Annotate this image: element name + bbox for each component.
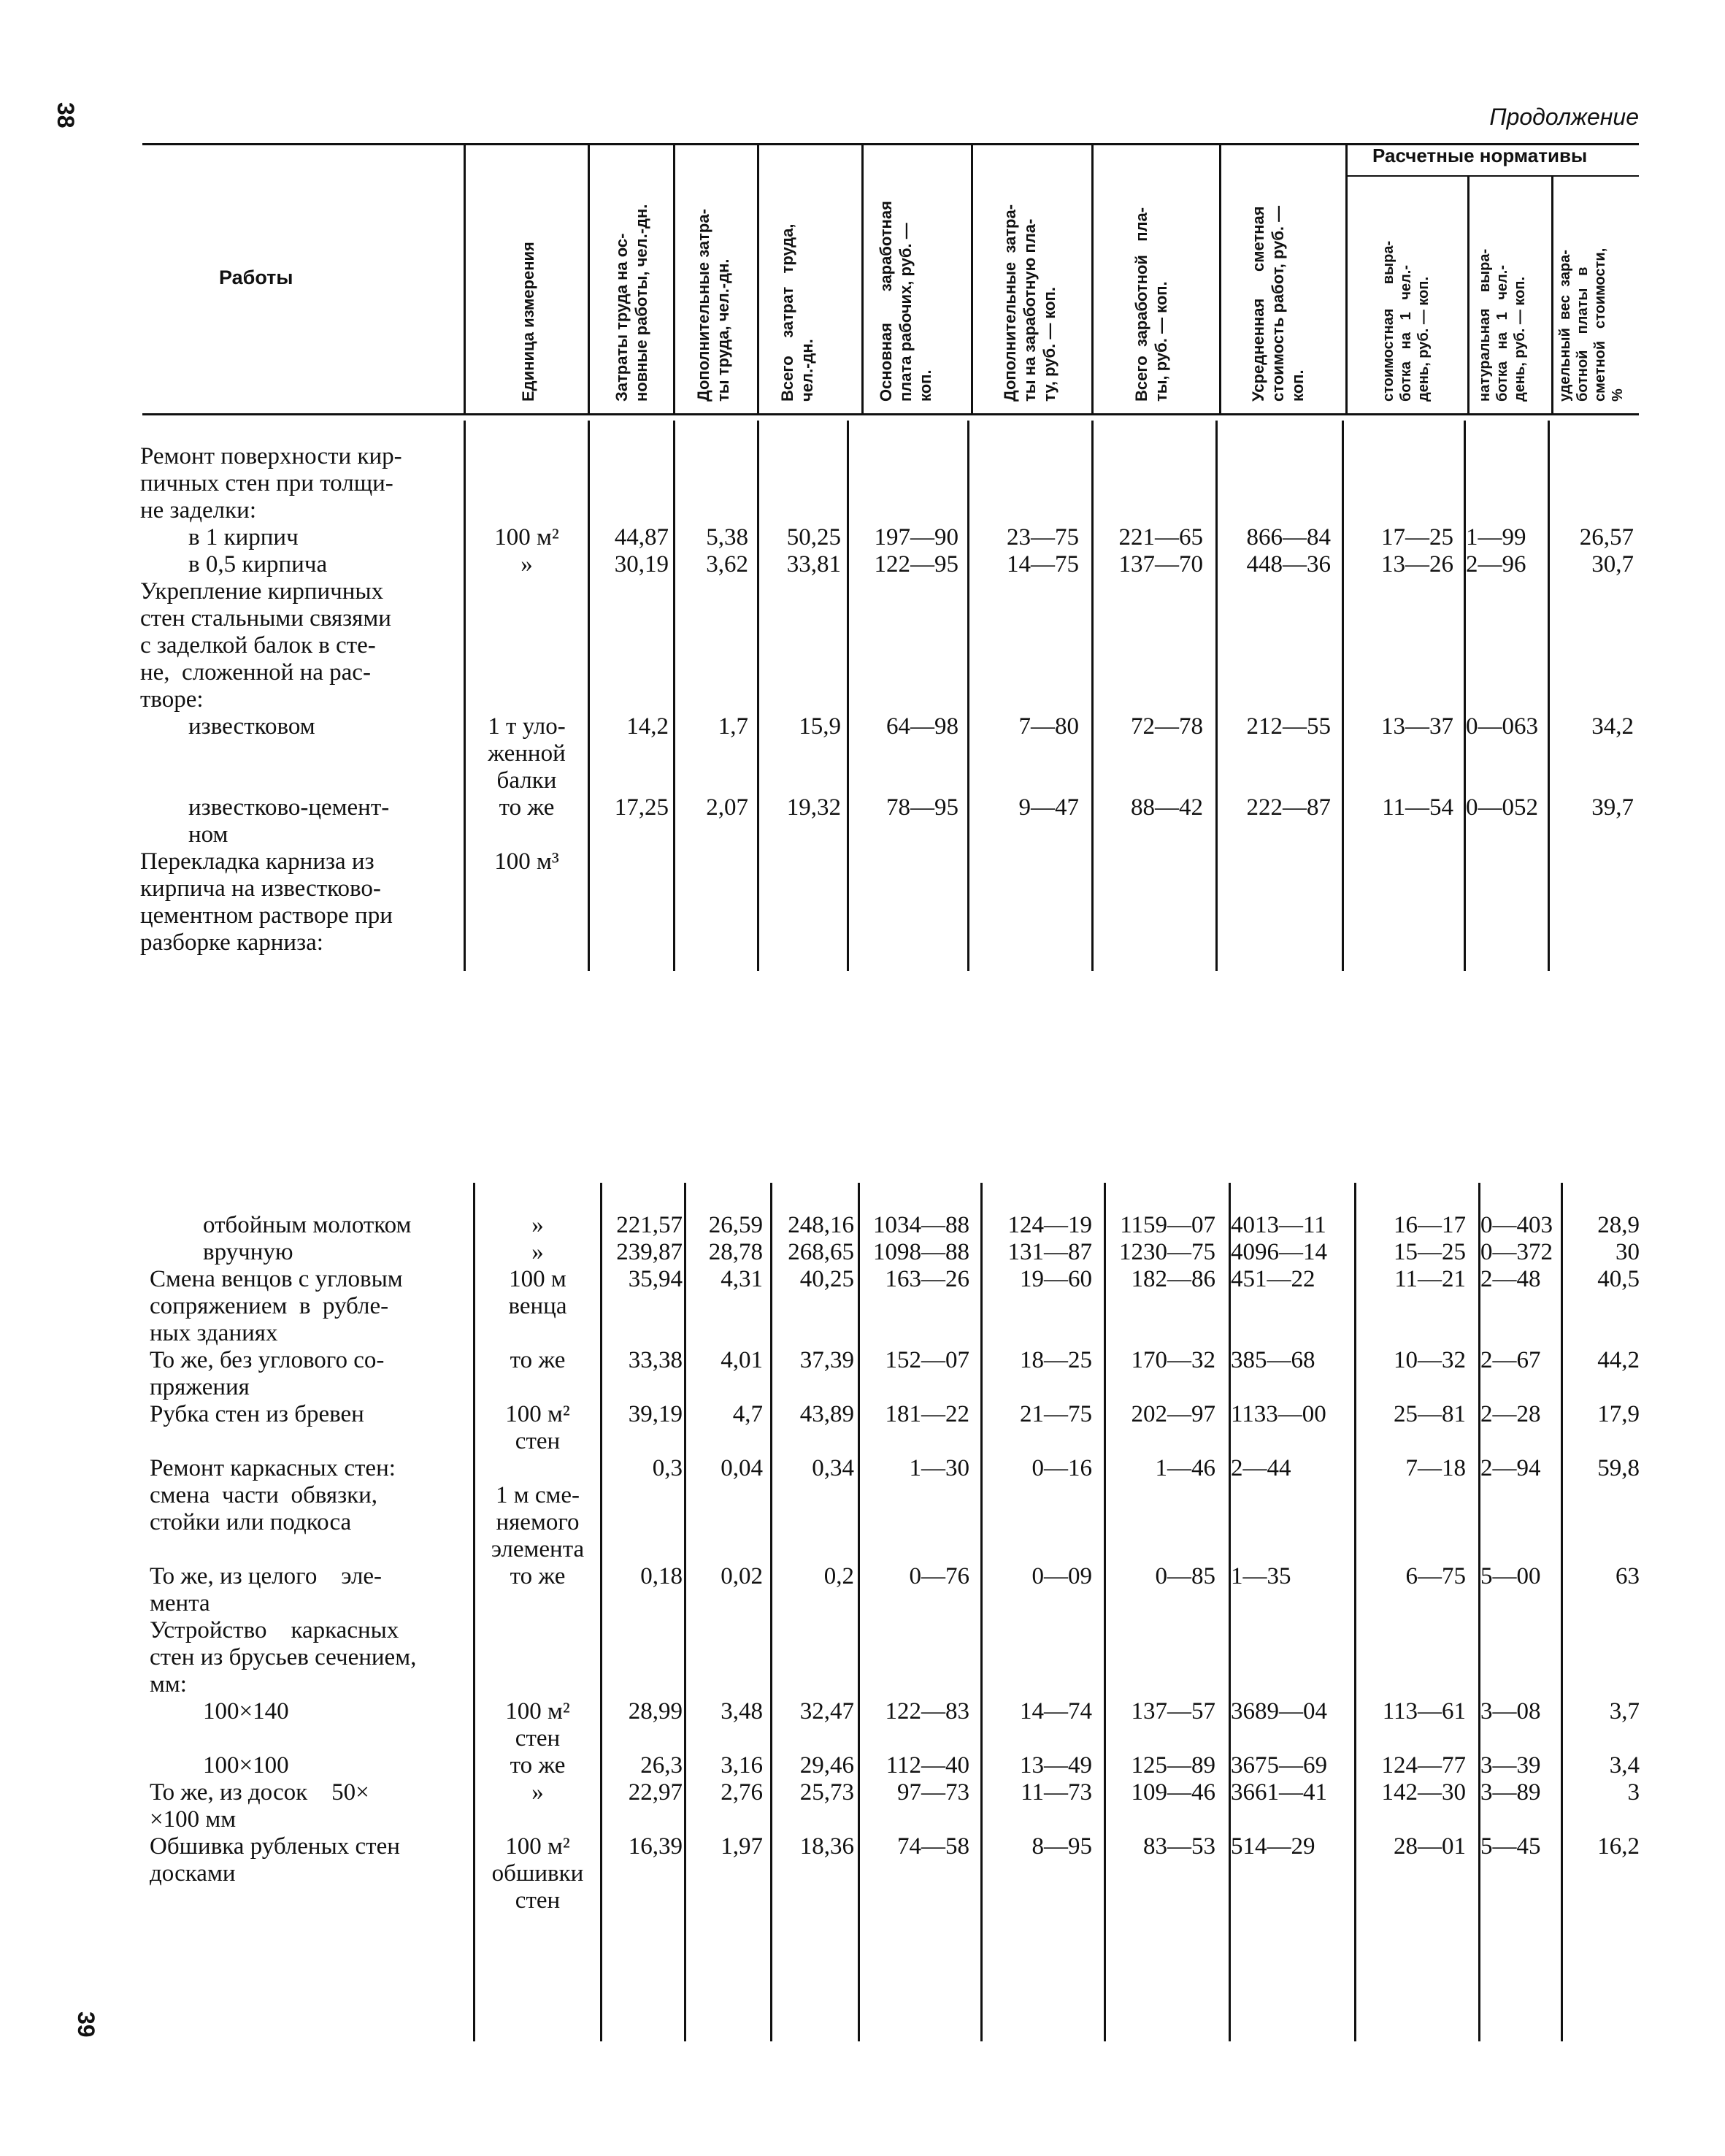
value-cell: 33,81 bbox=[786, 551, 841, 578]
value-cell: 50,25 bbox=[786, 524, 841, 550]
value-cell: 13—37 bbox=[1381, 713, 1453, 740]
value-cell: 15,9 bbox=[799, 713, 841, 740]
header-divider bbox=[1091, 143, 1094, 415]
value-cell: 26,57 bbox=[1579, 524, 1634, 550]
value-cell: 17,9 bbox=[1597, 1401, 1640, 1427]
unit-cell: 100 м² bbox=[494, 524, 559, 550]
value-cell: 137—57 bbox=[1131, 1698, 1215, 1725]
body-divider bbox=[858, 1183, 860, 2041]
unit-cell: 100 м² стен bbox=[505, 1698, 570, 1752]
value-cell: 30,7 bbox=[1591, 551, 1634, 578]
value-cell: 44,2 bbox=[1597, 1347, 1640, 1373]
value-cell: 16—17 bbox=[1394, 1212, 1466, 1238]
work-description: То же, без углового со- пряжения bbox=[150, 1347, 385, 1400]
unit-cell: то же bbox=[510, 1347, 566, 1373]
value-cell: 122—83 bbox=[885, 1698, 969, 1725]
value-cell: 163—26 bbox=[885, 1266, 969, 1292]
value-cell: 137—70 bbox=[1118, 551, 1203, 578]
value-cell: 39,7 bbox=[1591, 794, 1634, 821]
body-divider bbox=[1478, 1183, 1480, 2041]
value-cell: 448—36 bbox=[1246, 551, 1331, 578]
value-cell: 182—86 bbox=[1131, 1266, 1215, 1292]
header-works: Работы bbox=[219, 266, 293, 288]
value-cell: 1—99 bbox=[1466, 524, 1526, 550]
value-cell: 88—42 bbox=[1131, 794, 1203, 821]
header-divider bbox=[1467, 175, 1469, 415]
value-cell: 3689—04 bbox=[1231, 1698, 1327, 1725]
unit-cell: то же bbox=[499, 794, 555, 821]
value-cell: 15—25 bbox=[1394, 1239, 1466, 1265]
value-cell: 72—78 bbox=[1131, 713, 1203, 740]
value-cell: 152—07 bbox=[885, 1347, 969, 1373]
header-norm-share: удельный вес зара- ботной платы в сметной стоимости, % bbox=[1557, 248, 1626, 402]
body-divider bbox=[1104, 1183, 1106, 2041]
unit-cell: 1 т уло- женной балки bbox=[488, 713, 566, 794]
continuation-label: Продолжение bbox=[1489, 104, 1639, 130]
value-cell: 40,25 bbox=[799, 1266, 854, 1292]
value-cell: 37,39 bbox=[799, 1347, 854, 1373]
value-cell: 7—80 bbox=[1018, 713, 1079, 740]
work-description: Смена венцов с угловым сопряжением в рубле- ных зданиях bbox=[150, 1266, 403, 1346]
value-cell: 34,2 bbox=[1591, 713, 1634, 740]
unit-cell: то же bbox=[510, 1563, 566, 1589]
value-cell: 40,5 bbox=[1597, 1266, 1640, 1292]
value-cell: 131—87 bbox=[1007, 1239, 1092, 1265]
value-cell: 514—29 bbox=[1231, 1833, 1315, 1860]
header-wage-total: Всего заработной пла- ты, руб. — коп. bbox=[1132, 207, 1170, 402]
unit-cell: 100 м² стен bbox=[505, 1401, 570, 1454]
value-cell: 17—25 bbox=[1381, 524, 1453, 550]
work-description: То же, из целого эле- мента bbox=[150, 1563, 383, 1616]
value-cell: 3,62 bbox=[706, 551, 748, 578]
value-cell: 0,02 bbox=[721, 1563, 763, 1589]
work-description: Ремонт поверхности кир- пичных стен при толщи- не заделки: bbox=[140, 443, 402, 523]
value-cell: 125—89 bbox=[1131, 1752, 1215, 1779]
work-description: в 0,5 кирпича bbox=[188, 551, 328, 578]
value-cell: 4,01 bbox=[721, 1347, 763, 1373]
value-cell: 2—28 bbox=[1480, 1401, 1541, 1427]
header-divider bbox=[464, 143, 466, 415]
value-cell: 1,97 bbox=[721, 1833, 763, 1860]
value-cell: 0—16 bbox=[1031, 1455, 1092, 1481]
header-divider bbox=[1345, 143, 1348, 415]
value-cell: 0—76 bbox=[909, 1563, 969, 1589]
value-cell: 8—95 bbox=[1031, 1833, 1092, 1860]
body-divider bbox=[1464, 421, 1466, 971]
work-description: известково-цемент- ном bbox=[188, 794, 390, 848]
body-divider bbox=[1548, 421, 1550, 971]
header-labor-extra: Дополнительные затра- ты труда, чел.-дн. bbox=[694, 209, 732, 402]
value-cell: 17,25 bbox=[614, 794, 669, 821]
value-cell: 11—73 bbox=[1021, 1779, 1092, 1806]
value-cell: 1—35 bbox=[1231, 1563, 1291, 1589]
value-cell: 13—26 bbox=[1381, 551, 1453, 578]
body-divider bbox=[588, 421, 590, 971]
value-cell: 142—30 bbox=[1381, 1779, 1466, 1806]
value-cell: 26,59 bbox=[708, 1212, 763, 1238]
value-cell: 59,8 bbox=[1597, 1455, 1640, 1481]
value-cell: 35,94 bbox=[628, 1266, 683, 1292]
value-cell: 0—403 bbox=[1480, 1212, 1553, 1238]
value-cell: 21—75 bbox=[1020, 1401, 1092, 1427]
value-cell: 221—65 bbox=[1118, 524, 1203, 550]
value-cell: 124—77 bbox=[1381, 1752, 1466, 1779]
value-cell: 7—18 bbox=[1405, 1455, 1466, 1481]
value-cell: 113—61 bbox=[1382, 1698, 1466, 1725]
header-wage-main: Основная заработная плата рабочих, руб. — коп. bbox=[877, 201, 934, 402]
value-cell: 1098—88 bbox=[873, 1239, 969, 1265]
value-cell: 74—58 bbox=[897, 1833, 969, 1860]
value-cell: 97—73 bbox=[897, 1779, 969, 1806]
value-cell: 43,89 bbox=[799, 1401, 854, 1427]
value-cell: 197—90 bbox=[874, 524, 958, 550]
value-cell: 1230—75 bbox=[1119, 1239, 1215, 1265]
header-avg-cost: Усредненная сметная стоимость работ, руб. — коп. bbox=[1249, 205, 1307, 402]
value-cell: 3,7 bbox=[1609, 1698, 1640, 1725]
body-divider bbox=[1354, 1183, 1356, 2041]
value-cell: 122—95 bbox=[874, 551, 958, 578]
value-cell: 11—54 bbox=[1382, 794, 1453, 821]
work-description: То же, из досок 50× ×100 мм bbox=[150, 1779, 369, 1833]
work-description: Рубка стен из бревен bbox=[150, 1401, 364, 1427]
unit-cell: » bbox=[531, 1779, 544, 1806]
value-cell: 2—44 bbox=[1231, 1455, 1291, 1481]
unit-cell: 100 м² обшивки стен bbox=[491, 1833, 584, 1914]
value-cell: 18—25 bbox=[1020, 1347, 1092, 1373]
body-divider bbox=[770, 1183, 772, 2041]
work-description: Устройство каркасных стен из брусьев сечением, мм: bbox=[150, 1617, 417, 1697]
value-cell: 25—81 bbox=[1394, 1401, 1466, 1427]
value-cell: 39,19 bbox=[628, 1401, 683, 1427]
value-cell: 4,31 bbox=[721, 1266, 763, 1292]
body-divider bbox=[673, 421, 675, 971]
value-cell: 3—39 bbox=[1480, 1752, 1541, 1779]
value-cell: 1—46 bbox=[1155, 1455, 1215, 1481]
value-cell: 30,19 bbox=[614, 551, 669, 578]
work-description: отбойным молотком bbox=[203, 1212, 412, 1238]
body-divider bbox=[967, 421, 969, 971]
value-cell: 2—48 bbox=[1480, 1266, 1541, 1292]
value-cell: 14,2 bbox=[626, 713, 669, 740]
value-cell: 1034—88 bbox=[873, 1212, 969, 1238]
body-divider bbox=[600, 1183, 602, 2041]
value-cell: 22,97 bbox=[628, 1779, 683, 1806]
value-cell: 9—47 bbox=[1018, 794, 1079, 821]
work-description: известковом bbox=[188, 713, 315, 740]
value-cell: 0,34 bbox=[812, 1455, 854, 1481]
value-cell: 2—67 bbox=[1480, 1347, 1541, 1373]
header-divider bbox=[588, 143, 590, 415]
value-cell: 0—052 bbox=[1466, 794, 1538, 821]
unit-cell: 1 м сме- няемого элемента bbox=[491, 1482, 585, 1562]
value-cell: 3,4 bbox=[1609, 1752, 1640, 1779]
value-cell: 3—89 bbox=[1480, 1779, 1541, 1806]
value-cell: 29,46 bbox=[799, 1752, 854, 1779]
value-cell: 3—08 bbox=[1480, 1698, 1541, 1725]
value-cell: 221,57 bbox=[616, 1212, 683, 1238]
value-cell: 866—84 bbox=[1246, 524, 1331, 550]
value-cell: 222—87 bbox=[1246, 794, 1331, 821]
value-cell: 170—32 bbox=[1131, 1347, 1215, 1373]
value-cell: 28,9 bbox=[1597, 1212, 1640, 1238]
value-cell: 23—75 bbox=[1007, 524, 1079, 550]
value-cell: 28,78 bbox=[708, 1239, 763, 1265]
value-cell: 10—32 bbox=[1394, 1347, 1466, 1373]
unit-cell: » bbox=[531, 1239, 544, 1265]
value-cell: 112—40 bbox=[885, 1752, 969, 1779]
value-cell: 239,87 bbox=[616, 1239, 683, 1265]
body-divider bbox=[757, 421, 759, 971]
value-cell: 11—21 bbox=[1394, 1266, 1466, 1292]
work-description: 100×100 bbox=[203, 1752, 289, 1779]
value-cell: 0—372 bbox=[1480, 1239, 1553, 1265]
value-cell: 268,65 bbox=[788, 1239, 854, 1265]
unit-cell: 100 м³ bbox=[494, 848, 559, 875]
value-cell: 19—60 bbox=[1020, 1266, 1092, 1292]
value-cell: 5,38 bbox=[706, 524, 748, 550]
value-cell: 124—19 bbox=[1007, 1212, 1092, 1238]
value-cell: 3661—41 bbox=[1231, 1779, 1327, 1806]
work-description: Укрепление кирпичных стен стальными связями с заделкой балок в сте- не, сложенной на рас- творе: bbox=[140, 578, 391, 713]
work-description: Перекладка карниза из кирпича на известково- цементном растворе при разборке карниза: bbox=[140, 848, 393, 956]
body-divider bbox=[1215, 421, 1218, 971]
value-cell: 78—95 bbox=[886, 794, 958, 821]
unit-cell: » bbox=[520, 551, 533, 578]
header-divider bbox=[757, 143, 759, 415]
header-divider bbox=[971, 143, 973, 415]
header-norm-nat: натуральная выра- ботка на 1 чел.- день, руб. — коп. bbox=[1477, 248, 1528, 402]
value-cell: 83—53 bbox=[1143, 1833, 1215, 1860]
value-cell: 16,39 bbox=[628, 1833, 683, 1860]
header-labor-main: Затраты труда на ос- новные работы, чел.-дн. bbox=[612, 204, 650, 402]
value-cell: 30 bbox=[1615, 1239, 1640, 1265]
value-cell: 26,3 bbox=[640, 1752, 683, 1779]
value-cell: 63 bbox=[1615, 1563, 1640, 1589]
work-description: Обшивка рубленых стен досками bbox=[150, 1833, 400, 1887]
header-divider bbox=[861, 143, 864, 415]
work-description: Ремонт каркасных стен: смена части обвязки, стойки или подкоса bbox=[150, 1455, 396, 1535]
value-cell: 0,04 bbox=[721, 1455, 763, 1481]
body-divider bbox=[684, 1183, 686, 2041]
value-cell: 1—30 bbox=[909, 1455, 969, 1481]
body-divider bbox=[1229, 1183, 1231, 2041]
unit-cell: » bbox=[531, 1212, 544, 1238]
value-cell: 3 bbox=[1627, 1779, 1640, 1806]
body-divider bbox=[980, 1183, 983, 2041]
value-cell: 32,47 bbox=[799, 1698, 854, 1725]
body-divider bbox=[847, 421, 849, 971]
page-number-bottom: 39 bbox=[73, 2011, 99, 2038]
value-cell: 5—00 bbox=[1480, 1563, 1541, 1589]
header-bottom-rule bbox=[142, 413, 1639, 415]
value-cell: 28—01 bbox=[1394, 1833, 1466, 1860]
value-cell: 0,18 bbox=[640, 1563, 683, 1589]
work-description: вручную bbox=[203, 1239, 293, 1265]
value-cell: 4,7 bbox=[732, 1401, 763, 1427]
value-cell: 14—74 bbox=[1020, 1698, 1092, 1725]
value-cell: 16,2 bbox=[1597, 1833, 1640, 1860]
value-cell: 1,7 bbox=[718, 713, 748, 740]
value-cell: 0,2 bbox=[823, 1563, 854, 1589]
value-cell: 1159—07 bbox=[1120, 1212, 1215, 1238]
value-cell: 18,36 bbox=[799, 1833, 854, 1860]
value-cell: 13—49 bbox=[1020, 1752, 1092, 1779]
value-cell: 2,76 bbox=[721, 1779, 763, 1806]
header-unit: Единица измерения bbox=[519, 242, 537, 402]
value-cell: 0—09 bbox=[1031, 1563, 1092, 1589]
work-description: в 1 кирпич bbox=[188, 524, 299, 550]
header-norm-cost: стоимостная выра- ботка на 1 чел.- день, руб. — коп. bbox=[1380, 240, 1432, 402]
value-cell: 2—94 bbox=[1480, 1455, 1541, 1481]
value-cell: 4096—14 bbox=[1231, 1239, 1327, 1265]
unit-cell: 100 м венца bbox=[508, 1266, 567, 1319]
body-divider bbox=[1091, 421, 1094, 971]
value-cell: 33,38 bbox=[628, 1347, 683, 1373]
body-divider bbox=[1561, 1183, 1563, 2041]
unit-cell: то же bbox=[510, 1752, 566, 1779]
page-number-top: 38 bbox=[53, 102, 79, 128]
value-cell: 3,16 bbox=[721, 1752, 763, 1779]
value-cell: 64—98 bbox=[886, 713, 958, 740]
value-cell: 0—85 bbox=[1155, 1563, 1215, 1589]
header-labor-total: Всего затрат труда, чел.-дн. bbox=[778, 223, 816, 402]
work-description: 100×140 bbox=[203, 1698, 289, 1725]
value-cell: 385—68 bbox=[1231, 1347, 1315, 1373]
value-cell: 5—45 bbox=[1480, 1833, 1541, 1860]
norms-rule bbox=[1347, 175, 1639, 177]
value-cell: 44,87 bbox=[614, 524, 669, 550]
value-cell: 181—22 bbox=[885, 1401, 969, 1427]
body-divider bbox=[1342, 421, 1344, 971]
value-cell: 212—55 bbox=[1246, 713, 1331, 740]
value-cell: 25,73 bbox=[799, 1779, 854, 1806]
value-cell: 2,07 bbox=[706, 794, 748, 821]
value-cell: 451—22 bbox=[1231, 1266, 1315, 1292]
value-cell: 28,99 bbox=[628, 1698, 683, 1725]
value-cell: 248,16 bbox=[788, 1212, 854, 1238]
header-divider bbox=[1219, 143, 1221, 415]
value-cell: 3675—69 bbox=[1231, 1752, 1327, 1779]
value-cell: 1133—00 bbox=[1231, 1401, 1326, 1427]
value-cell: 14—75 bbox=[1007, 551, 1079, 578]
value-cell: 3,48 bbox=[721, 1698, 763, 1725]
header-divider bbox=[1551, 175, 1553, 415]
value-cell: 0,3 bbox=[652, 1455, 683, 1481]
header-wage-extra: Дополнительные затра- ты на заработную пла- ту, руб. — коп. bbox=[1001, 204, 1059, 402]
header-divider bbox=[673, 143, 675, 415]
value-cell: 0—063 bbox=[1466, 713, 1538, 740]
value-cell: 4013—11 bbox=[1231, 1212, 1326, 1238]
value-cell: 2—96 bbox=[1466, 551, 1526, 578]
value-cell: 19,32 bbox=[786, 794, 841, 821]
value-cell: 6—75 bbox=[1405, 1563, 1466, 1589]
header-norms: Расчетные нормативы bbox=[1372, 145, 1588, 166]
value-cell: 109—46 bbox=[1131, 1779, 1215, 1806]
value-cell: 202—97 bbox=[1131, 1401, 1215, 1427]
body-divider bbox=[464, 421, 466, 971]
